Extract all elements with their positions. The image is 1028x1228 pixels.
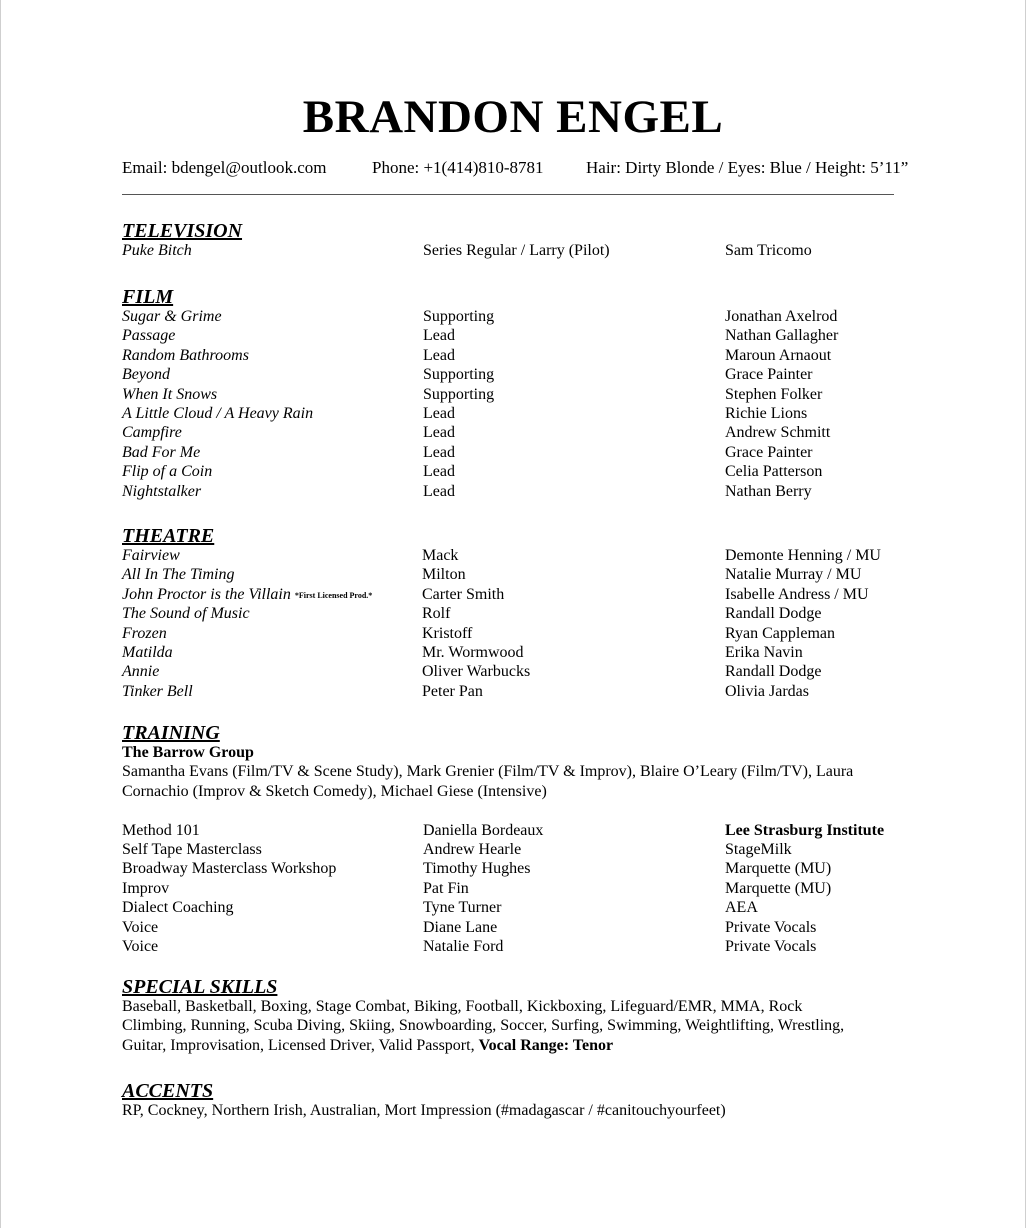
credit-title: When It Snows <box>122 385 218 403</box>
training-group: The Barrow Group <box>122 744 254 761</box>
training-course: Dialect Coaching <box>122 899 234 917</box>
contact-email: Email: bdengel@outlook.com <box>122 158 327 177</box>
training-row <box>122 840 902 859</box>
credit-role: Supporting <box>423 308 495 325</box>
credit-director: Olivia Jardas <box>725 682 809 700</box>
credit-title: Sugar & Grime <box>122 308 222 325</box>
credit-title: Passage <box>122 327 176 345</box>
section-heading: ACCENTS <box>122 1080 214 1102</box>
credit-role: Lead <box>423 346 455 364</box>
credit-director: Ryan Cappleman <box>725 624 835 642</box>
credit-role: Oliver Warbucks <box>422 663 531 681</box>
training-place: Lee Strasburg Institute <box>725 821 885 839</box>
credit-director: Grace Painter <box>725 366 813 384</box>
credit-role: Series Regular / Larry (Pilot) <box>423 242 610 259</box>
training-place: Private Vocals <box>725 937 817 955</box>
training-teacher: Diane Lane <box>423 918 498 936</box>
credit-director: Jonathan Axelrod <box>725 308 838 325</box>
credit-role: Supporting <box>423 385 495 403</box>
credit-row <box>122 307 902 326</box>
credit-row <box>122 662 902 681</box>
training-row <box>122 937 902 956</box>
credit-director: Randall Dodge <box>725 605 822 623</box>
credit-row <box>122 326 902 345</box>
credit-director: Natalie Murray / MU <box>725 566 862 584</box>
credit-row <box>122 682 902 701</box>
credit-role: Mack <box>422 547 459 564</box>
training-course: Broadway Masterclass Workshop <box>122 860 337 878</box>
special-skills-section <box>122 975 902 1055</box>
skills-line: Baseball, Basketball, Boxing, Stage Combat, Biking, Football, Kickboxing, Lifeguard/EMR, MMA, Rock <box>122 998 803 1015</box>
credit-row <box>122 443 902 462</box>
training-instructors-line: Cornachio (Improv & Sketch Comedy), Michael Giese (Intensive) <box>122 782 547 800</box>
credit-role: Supporting <box>423 366 495 384</box>
credit-role: Lead <box>423 327 455 345</box>
skills-line: Climbing, Running, Scuba Diving, Skiing, Snowboarding, Soccer, Surfing, Swimming, Weightlifting, Wrestling, <box>122 1017 845 1035</box>
section-heading: FILM <box>122 286 174 308</box>
credit-director: Sam Tricomo <box>725 242 812 259</box>
training-section <box>122 721 902 956</box>
training-place: Private Vocals <box>725 918 817 936</box>
credit-title: The Sound of Music <box>122 605 250 623</box>
credit-title: Puke Bitch <box>122 242 192 259</box>
credit-title: Campfire <box>122 424 182 442</box>
film-section <box>122 285 902 501</box>
skills-line <box>122 1036 902 1055</box>
contact-stats: Hair: Dirty Blonde / Eyes: Blue / Height: 5’11” <box>586 158 909 177</box>
section-heading: TELEVISION <box>122 220 243 242</box>
training-teacher: Daniella Bordeaux <box>423 821 544 839</box>
production-note: *First Licensed Prod.* <box>294 590 373 600</box>
contact-phone: Phone: +1(414)810-8781 <box>372 158 544 177</box>
training-teacher: Andrew Hearle <box>423 841 522 858</box>
credit-row <box>122 482 902 501</box>
vocal-range: Vocal Range: Tenor <box>478 1036 614 1054</box>
credit-title: Flip of a Coin <box>122 463 213 481</box>
training-course: Method 101 <box>122 821 200 839</box>
training-place: StageMilk <box>725 841 792 858</box>
actor-name: BRANDON ENGEL <box>302 91 724 143</box>
credit-title: Frozen <box>122 624 167 642</box>
training-course: Voice <box>122 937 159 955</box>
credit-row <box>122 385 902 404</box>
credit-row <box>122 462 902 481</box>
credit-director: Andrew Schmitt <box>725 424 831 442</box>
credit-role: Kristoff <box>422 624 473 642</box>
header-divider <box>122 194 894 195</box>
training-course: Improv <box>122 879 170 897</box>
credit-role: Lead <box>423 482 455 500</box>
credit-role: Lead <box>423 463 455 481</box>
training-course: Voice <box>122 918 159 936</box>
credit-role: Lead <box>423 424 455 442</box>
training-place: Marquette (MU) <box>725 879 832 897</box>
credit-director: Maroun Arnaout <box>725 346 832 364</box>
section-heading: THEATRE <box>122 525 215 547</box>
credit-row <box>122 643 902 662</box>
accents-list: RP, Cockney, Northern Irish, Australian, Mort Impression (#madagascar / #canitouchyourfeet) <box>122 1102 726 1119</box>
credit-title: Beyond <box>122 366 170 384</box>
training-course: Self Tape Masterclass <box>122 841 262 858</box>
training-teacher: Timothy Hughes <box>423 860 531 878</box>
credit-director: Celia Patterson <box>725 463 823 481</box>
skills-text: Guitar, Improvisation, Licensed Driver, Valid Passport, <box>122 1036 475 1054</box>
television-section <box>122 219 902 260</box>
credit-row <box>122 346 902 365</box>
credit-role: Rolf <box>422 605 451 623</box>
credit-row <box>122 241 902 260</box>
credit-row <box>122 624 902 643</box>
training-row <box>122 821 902 840</box>
training-instructors-line: Samantha Evans (Film/TV & Scene Study), Mark Grenier (Film/TV & Improv), Blaire O’Leary (Film/TV), Laura <box>122 763 854 781</box>
training-row <box>122 879 902 898</box>
credit-role: Milton <box>422 566 466 584</box>
credit-role: Lead <box>423 443 455 461</box>
training-row <box>122 859 902 878</box>
credit-director: Erika Navin <box>725 643 803 661</box>
training-place: AEA <box>725 899 758 917</box>
theatre-section <box>122 524 902 701</box>
training-teacher: Pat Fin <box>423 879 469 897</box>
credit-row <box>122 604 902 623</box>
credit-role: Peter Pan <box>422 682 483 700</box>
credit-title: Matilda <box>122 643 173 661</box>
credit-title: Bad For Me <box>122 443 201 461</box>
credit-director: Nathan Berry <box>725 482 812 500</box>
credit-row <box>122 585 902 604</box>
credit-title: Tinker Bell <box>122 682 193 700</box>
credit-role: Mr. Wormwood <box>422 643 524 661</box>
credit-role: Lead <box>423 404 455 422</box>
credit-row <box>122 404 902 423</box>
credit-row <box>122 423 902 442</box>
credit-director: Richie Lions <box>725 404 808 422</box>
credit-row <box>122 546 902 565</box>
credit-director: Demonte Henning / MU <box>725 547 881 564</box>
credit-title: Nightstalker <box>122 482 202 500</box>
credit-title: All In The Timing <box>122 566 235 584</box>
section-heading: TRAINING <box>122 722 220 744</box>
accents-section <box>122 1079 902 1120</box>
credit-director: Grace Painter <box>725 443 813 461</box>
credit-title: Random Bathrooms <box>122 346 249 364</box>
credit-title: Annie <box>122 663 160 681</box>
training-teacher: Tyne Turner <box>423 899 502 917</box>
credit-director: Randall Dodge <box>725 663 822 681</box>
credit-row <box>122 365 902 384</box>
training-row <box>122 898 902 917</box>
credit-title: John Proctor is the Villain <box>122 585 291 603</box>
credit-director: Isabelle Andress / MU <box>725 585 869 603</box>
credit-title: A Little Cloud / A Heavy Rain <box>122 404 314 422</box>
credit-director: Stephen Folker <box>725 385 823 403</box>
section-heading: SPECIAL SKILLS <box>122 976 278 998</box>
training-teacher: Natalie Ford <box>423 937 504 955</box>
credit-row <box>122 565 902 584</box>
training-row <box>122 918 902 937</box>
credit-title: Fairview <box>122 547 180 564</box>
training-place: Marquette (MU) <box>725 860 832 878</box>
credit-role: Carter Smith <box>422 585 505 603</box>
credit-director: Nathan Gallagher <box>725 327 839 345</box>
